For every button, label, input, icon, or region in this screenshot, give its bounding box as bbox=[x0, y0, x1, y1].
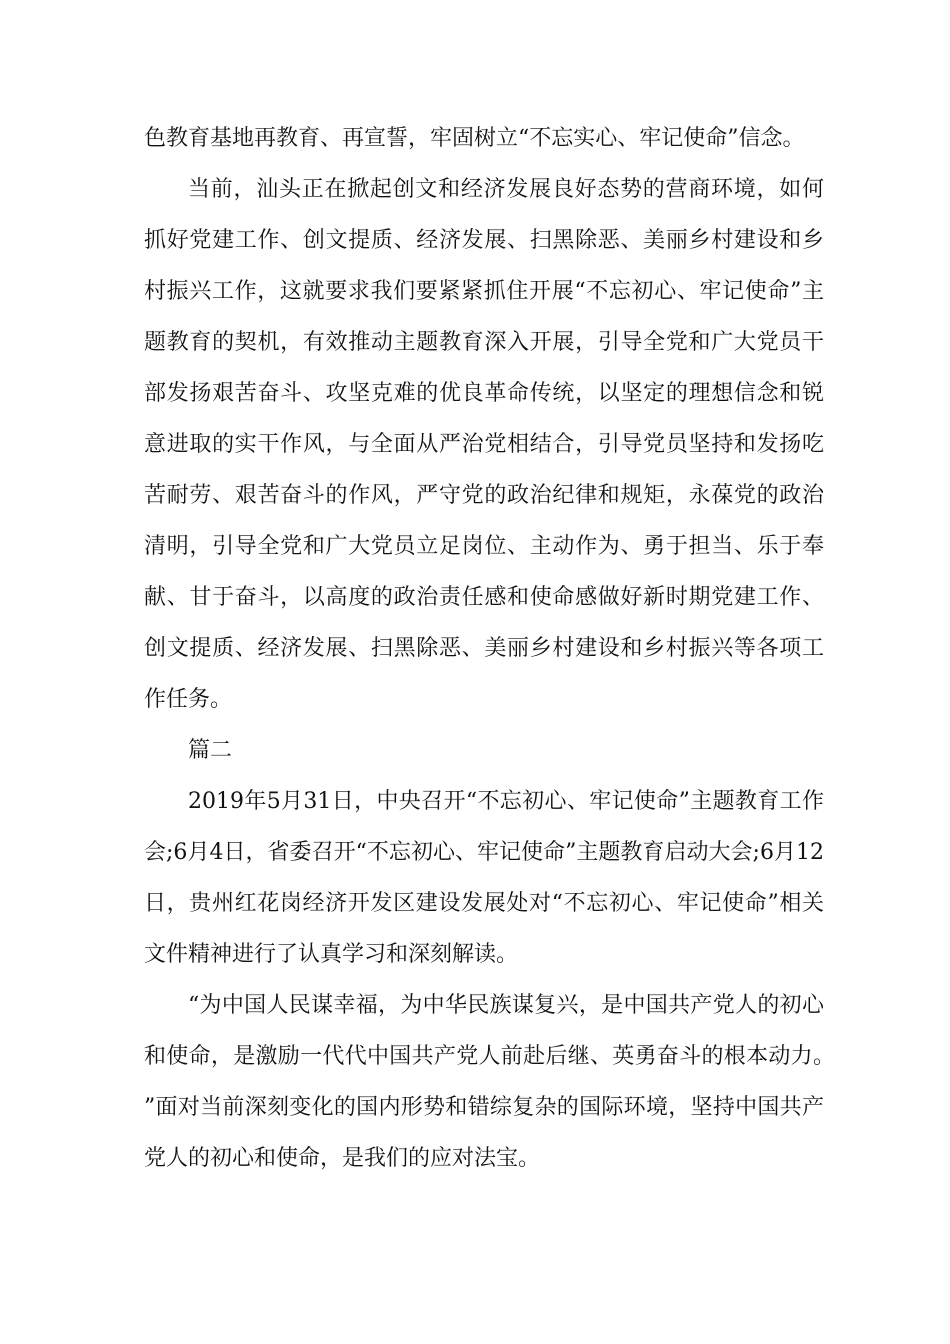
paragraph-shantou: 当前，汕头正在掀起创文和经济发展良好态势的营商环境，如何抓好党建工作、创文提质、经济发展、扫黑除恶、美丽乡村建设和乡村振兴工作，这就要求我们要紧紧抓住开展“不忘初心、牢记使命”主题教育的契机，有效推动主题教育深入开展，引导全党和广大党员干部发扬艰苦奋斗、攻坚克难的优良革命传统，以坚定的理想信念和锐意进取的实干作风，与全面从严治党相结合，引导党员坚持和发扬吃苦耐劳、艰苦奋斗的作风，严守党的政治纪律和规矩，永葆党的政治清明，引导全党和广大党员立足岗位、主动作为、勇于担当、乐于奉献、甘于奋斗，以高度的政治责任感和使命感做好新时期党建工作、创文提质、经济发展、扫黑除恶、美丽乡村建设和乡村振兴等各项工作任务。 bbox=[144, 177, 824, 712]
paragraph-meetings: 2019年5月31日，中央召开“不忘初心、牢记使命”主题教育工作会;6月4日，省委召开“不忘初心、牢记使命”主题教育启动大会;6月12日，贵州红花岗经济开发区建设发展处对“不忘初心、牢记使命”相关文件精神进行了认真学习和深刻解读。 bbox=[144, 789, 824, 967]
document-body bbox=[144, 113, 824, 1184]
section-heading: 篇二 bbox=[188, 738, 233, 763]
paragraph-quote: “为中国人民谋幸福，为中华民族谋复兴，是中国共产党人的初心和使命，是激励一代代中国共产党人前赴后继、英勇奋斗的根本动力。”面对当前深刻变化的国内形势和错综复杂的国际环境，坚持中国共产党人的初心和使命，是我们的应对法宝。 bbox=[144, 993, 824, 1171]
paragraph-continuation: 色教育基地再教育、再宣誓，牢固树立“不忘实心、牢记使命”信念。 bbox=[144, 126, 805, 151]
